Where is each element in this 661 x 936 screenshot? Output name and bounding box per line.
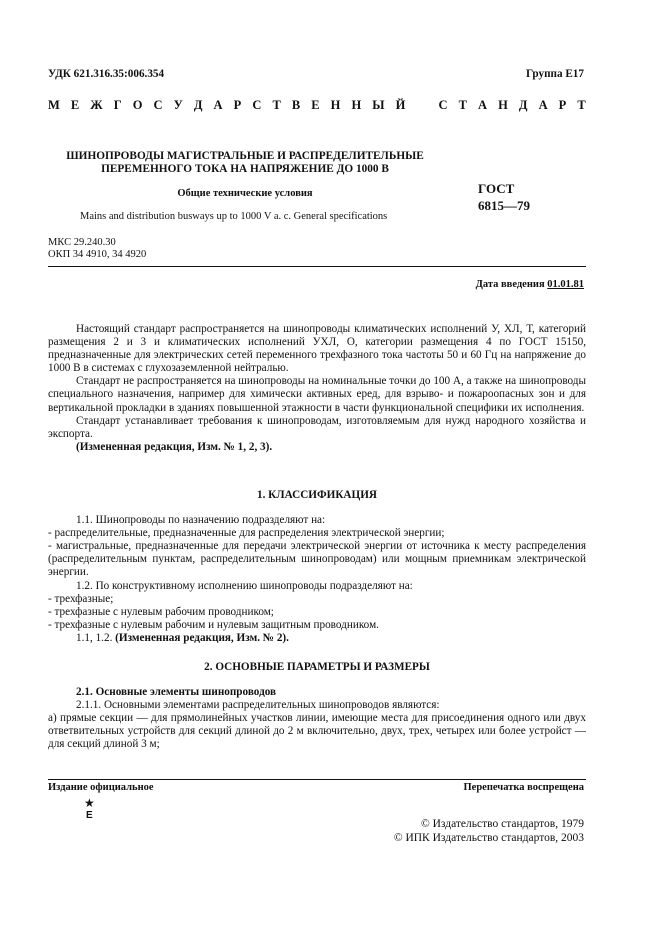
banner-letter: Р <box>558 98 567 112</box>
document-subtitle: Общие технические условия <box>177 188 313 199</box>
list-item: - магистральные, предназначенные для передачи электрической энергии от источника к месту распределения (распределительным пунктам, распределительным шинопроводам) или мощным приемникам электрической энергии. <box>48 540 586 579</box>
banner-letter: А <box>478 98 488 112</box>
copyright-line: © ИПК Издательство стандартов, 2003 <box>393 831 584 844</box>
group-code: Группа Е17 <box>525 68 584 80</box>
banner-letter: А <box>213 98 223 112</box>
title-line-1: ШИНОПРОВОДЫ МАГИСТРАЛЬНЫЕ И РАСПРЕДЕЛИТЕЛЬНЫЕ <box>66 150 424 162</box>
list-item: - трехфазные с нулевым рабочим проводником; <box>48 605 274 618</box>
banner-letter: Н <box>498 98 508 112</box>
date-label: Дата введения <box>475 279 545 290</box>
copyright-line: © Издательство стандартов, 1979 <box>420 818 584 830</box>
banner-letter: С <box>438 98 448 112</box>
banner-letter: Р <box>233 98 242 112</box>
banner-letter: Т <box>458 98 467 112</box>
banner-letter: Г <box>113 98 122 112</box>
edition-mark: Е <box>86 810 93 821</box>
header-divider <box>48 266 586 267</box>
banner-letter: Ж <box>90 98 103 112</box>
english-title: Mains and distribution busways up to 1000 V a. c. General specifications <box>80 211 388 222</box>
copyright <box>394 818 584 845</box>
intro-paragraph: Стандарт устанавливает требования к шинопроводам, изготовляемым для нужд народного хозяйства и экспорта. <box>48 414 586 440</box>
classification-codes <box>48 237 146 262</box>
okp-code: ОКП 34 4910, 34 4920 <box>48 249 147 261</box>
banner-letter: Н <box>351 98 362 112</box>
document-title <box>48 150 442 176</box>
star-icon: ★ <box>84 796 95 810</box>
date-value: 01.01.81 <box>547 279 584 290</box>
banner-letter: Т <box>272 98 281 112</box>
banner-letter: Д <box>518 98 528 112</box>
footer-divider <box>48 779 586 780</box>
intro-section <box>48 323 586 454</box>
banner-letter: М <box>48 98 60 112</box>
banner-letter: Д <box>193 98 203 112</box>
list-item: а) прямые секции — для прямолинейных участков линии, имеющие места для присоединения одного или двух ответвительных устройств для секций длиной до 2 м включительно, двух, трех, четырех или более устройст — для секций длиной 3 м; <box>48 712 586 751</box>
amendment-note: (Измененная редакция, Изм. № 1, 2, 3). <box>76 440 273 453</box>
introduction-date <box>476 279 584 290</box>
banner-letter: Е <box>311 98 320 112</box>
mks-code: МКС 29.240.30 <box>48 237 116 248</box>
standard-banner <box>48 98 586 113</box>
banner-letter: А <box>538 98 548 112</box>
gost-number: 6815—79 <box>478 198 530 213</box>
udk-code: УДК 621.316.35:006.354 <box>48 68 165 80</box>
banner-letter: О <box>132 98 143 112</box>
banner-letter: Н <box>330 98 341 112</box>
title-line-2: ПЕРЕМЕННОГО ТОКА НА НАПРЯЖЕНИЕ ДО 1000 В <box>101 163 389 175</box>
banner-letter: Й <box>395 98 406 112</box>
section-2 <box>48 661 586 752</box>
gost-label: ГОСТ <box>478 181 515 196</box>
clause-2-1-1: 2.1.1. Основными элементами распределительных шинопроводов являются: <box>76 699 440 712</box>
amendment-note <box>48 632 586 645</box>
clause-1-1: 1.1. Шинопроводы по назначению подразделяют на: <box>76 514 326 527</box>
section-heading: 1. КЛАССИФИКАЦИЯ <box>256 489 377 501</box>
banner-letter: У <box>173 98 183 112</box>
intro-paragraph: Стандарт не распространяется на шинопроводы на номинальные точки до 100 А, а также на шинопроводы специального назначения, например для химически активных еред, для взрыво- и пожароопасных зон и для вертикальной прокладки в зданиях повышенной этажности в части функциональной специфики их исполнения. <box>48 375 586 414</box>
banner-letter: В <box>291 98 301 112</box>
reprint-prohibited: Перепечатка воспрещена <box>463 782 584 793</box>
clause-1-2: 1.2. По конструктивному исполнению шинопроводы подразделяют на: <box>76 579 413 592</box>
note-prefix: 1.1, 1.2. <box>76 631 113 644</box>
intro-paragraph: Настоящий стандарт распространяется на шинопроводы климатических исполнений У, ХЛ, Т, категорий размещения 2 и 3 и климатических исполнений УХЛ, О, категории размещения 4 по ГОСТ 15150, предназначенные для электрических сетей переменного трехфазного тока частоты 50 и 60 Гц на напряжение до 1000 В в системах с глухозаземленной нейтралью. <box>48 323 586 375</box>
subsection-heading: 2.1. Основные элементы шинопроводов <box>76 686 277 699</box>
list-item: - трехфазные с нулевым рабочим и нулевым защитным проводником. <box>48 618 379 631</box>
list-item: - распределительные, предназначенные для распределения электрической энергии; <box>48 527 445 540</box>
banner-letter: Е <box>70 98 80 112</box>
list-item: - трехфазные; <box>48 592 114 605</box>
official-edition: Издание официальное <box>48 782 154 793</box>
banner-letter: Т <box>577 98 586 112</box>
section-heading: 2. ОСНОВНЫЕ ПАРАМЕТРЫ И РАЗМЕРЫ <box>204 661 430 673</box>
note-text: (Измененная редакция, Изм. № 2). <box>115 631 289 644</box>
gost-designation <box>478 180 530 214</box>
banner-letter: С <box>153 98 163 112</box>
banner-letter: С <box>252 98 262 112</box>
section-1 <box>48 489 586 645</box>
banner-letter: Ы <box>372 98 385 112</box>
